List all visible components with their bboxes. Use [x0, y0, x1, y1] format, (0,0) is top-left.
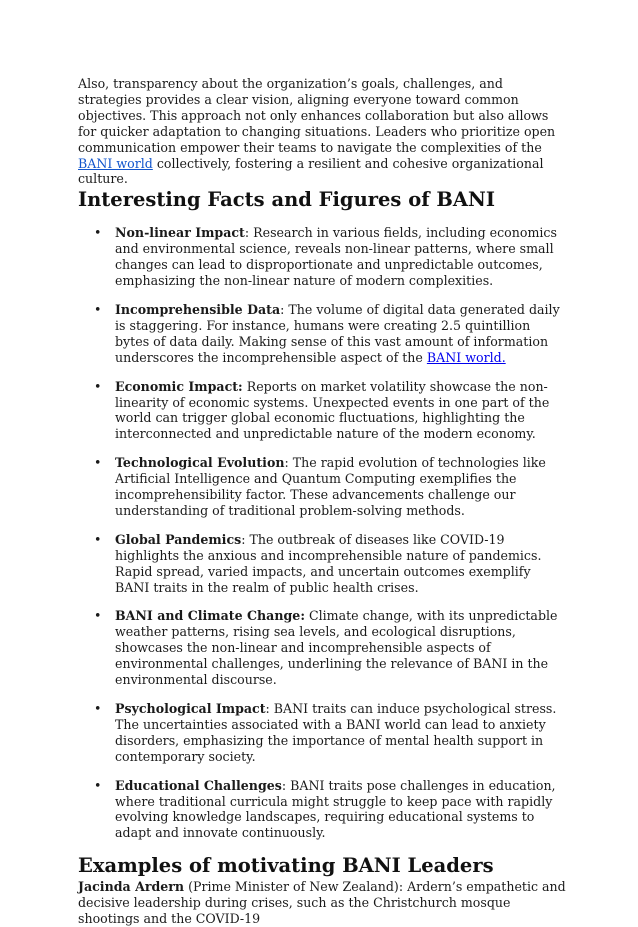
bullet-icon: •	[94, 378, 102, 394]
fact-item	[78, 532, 566, 596]
fact-title: Incomprehensible Data	[115, 301, 281, 317]
fact-title: Non-linear Impact	[115, 225, 245, 241]
fact-text: : The rapid evolution of technologies like Artificial Intelligence and Quantum Computing exemplifies the incomprehensibility factor. These advancements challenge our understanding of traditional problem-solving methods.	[115, 455, 546, 518]
bullet-icon: •	[94, 701, 102, 716]
fact-title: Technological Evolution	[115, 455, 285, 471]
fact-item	[78, 379, 566, 443]
bullet-icon: •	[94, 608, 102, 624]
fact-title: Global Pandemics	[115, 531, 242, 547]
fact-title: Educational Challenges	[115, 777, 282, 793]
intro-text-after-link: collectively, fostering a resilient and cohesive organizational culture.	[78, 155, 544, 187]
fact-title: BANI and Climate Change:	[115, 608, 305, 624]
bullet-icon: •	[94, 531, 102, 547]
fact-item	[78, 302, 566, 366]
bullet-icon: •	[94, 777, 102, 793]
fact-text: : The volume of digital data generated daily is staggering. For instance, humans were creating 2.5 quintillion bytes of data daily. Making sense of this vast amount of information underscores the incomprehensible aspect of the	[115, 301, 560, 365]
example-text: (Prime Minister of New Zealand): Ardern’s empathetic and decisive leadership during crises, such as the Christchurch mosque shootings and the COVID-19	[78, 879, 566, 927]
fact-text: : BANI traits pose challenges in education, where traditional curricula might struggle to keep pace with rapidly evolving knowledge landscapes, requiring educational systems to adapt and innovate continuously.	[115, 777, 556, 841]
fact-text: : Research in various fields, including economics and environmental science, reveals non-linear patterns, where small changes can lead to disproportionate and unpredictable outcomes, emphasizing the non-linear nature of modern complexities.	[115, 225, 557, 289]
fact-item	[78, 701, 566, 765]
fact-text: : BANI traits can induce psychological stress. The uncertainties associated with a BANI world can lead to anxiety disorders, emphasizing the importance of mental health support in contemporary society.	[115, 701, 557, 764]
fact-text: Climate change, with its unpredictable weather patterns, rising sea levels, and ecological disruptions, showcases the non-linear and incomprehensible aspects of environmental challenges, underlining the relevance of BANI in the environmental discourse.	[115, 608, 558, 688]
examples-heading: Examples of motivating BANI Leaders	[78, 854, 494, 878]
fact-item	[78, 778, 566, 842]
fact-title: Economic Impact:	[115, 378, 243, 394]
intro-paragraph	[78, 76, 566, 187]
bullet-icon: •	[94, 455, 102, 471]
bullet-icon: •	[94, 225, 102, 241]
bullet-icon: •	[94, 301, 102, 317]
facts-heading: Interesting Facts and Figures of BANI	[78, 188, 495, 212]
fact-text: Reports on market volatility showcase the non-linearity of economic systems. Unexpected events in one part of the world can trigger global economic fluctuations, highlighting the interconnected and unpredictable nature of the modern economy.	[115, 378, 550, 442]
fact-item	[78, 455, 566, 519]
fact-title: Psychological Impact	[115, 701, 266, 716]
fact-item	[78, 225, 566, 289]
bani-world-link[interactable]: BANI world.	[426, 349, 506, 365]
intro-text-before-link: Also, transparency about the organization’s goals, challenges, and strategies provides a clear vision, aligning everyone toward common objectives. This approach not only enhances collaboration but also allows for quicker adaptation to changing situations. Leaders who prioritize open communication empower their teams to navigate the complexities of the	[78, 76, 556, 155]
document-page	[78, 76, 566, 927]
fact-item	[78, 608, 566, 688]
example-leader-name: Jacinda Ardern	[78, 879, 185, 895]
example-paragraph	[78, 879, 566, 927]
bani-world-link[interactable]: BANI world	[78, 155, 153, 171]
fact-text: : The outbreak of diseases like COVID-19 highlights the anxious and incomprehensible nature of pandemics. Rapid spread, varied impacts, and uncertain outcomes exemplify BANI traits in the realm of public health crises.	[115, 531, 542, 595]
facts-list	[78, 225, 566, 841]
